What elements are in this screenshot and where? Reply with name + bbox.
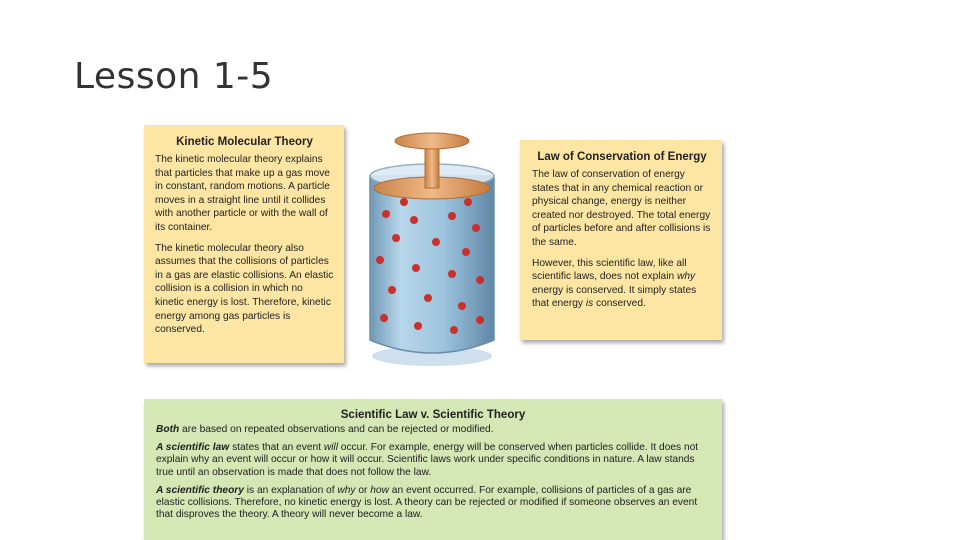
jar-body xyxy=(370,176,494,353)
law-vs-theory-title: Scientific Law v. Scientific Theory xyxy=(340,409,526,421)
kinetic-theory-paragraph-2: The kinetic molecular theory also assumes that the collisions of particles in a gas are elastic collisions. An elastic collision is a collision in which no kinetic energy is lost. Therefore, kinetic energy among gas particles is conserved. xyxy=(155,242,334,336)
conservation-p2-why: why xyxy=(676,271,696,283)
conservation-paragraph-2 xyxy=(532,257,712,311)
conservation-p2-a: However, this scientific law, like all scientific laws, does not explain xyxy=(532,257,687,283)
theory-how: how xyxy=(370,484,389,496)
kinetic-theory-card xyxy=(144,125,344,363)
law-paragraph xyxy=(156,442,710,479)
law-lead: A scientific law xyxy=(156,442,230,454)
law-vs-theory-card xyxy=(144,399,722,540)
conservation-p2-b: energy is conserved. It simply states that energy xyxy=(532,284,697,310)
kinetic-theory-paragraph-1: The kinetic molecular theory explains that particles that make up a gas move in constant, random motions. A particle moves in a straight line until it collides with another particle or with the wall of its container. xyxy=(155,154,330,233)
both-paragraph xyxy=(156,424,710,436)
gas-piston-illustration xyxy=(356,130,508,370)
theory-lead: A scientific theory xyxy=(156,484,244,496)
law-text-b: occur. For example, energy will be conserved when particles collide. It does not explain why an event will occur or how it will occur. Scientific laws work under specific conditions in nature. A law stands true until an observation is made that does not follow the law. xyxy=(156,442,699,478)
conservation-p2-is: is xyxy=(585,298,594,310)
kinetic-theory-title: Kinetic Molecular Theory xyxy=(176,136,313,148)
theory-text-c: an event occurred. For example, collisions of particles of a gas are elastic collisions. Therefore, no kinetic energy is lost. A theory can be rejected or modified if someone observes an event that disproves the theory. A theory will never become a law. xyxy=(156,484,698,521)
theory-text-a: is an explanation of xyxy=(243,484,338,496)
law-text-a: states that an event xyxy=(229,442,324,454)
law-will: will xyxy=(323,442,338,454)
conservation-card xyxy=(520,140,722,340)
conservation-paragraph-1: The law of conservation of energy states that in any chemical reaction or physical change, energy is neither created nor destroyed. The total energy of particles before and after collisions is the same. xyxy=(532,169,711,248)
theory-text-b: or xyxy=(355,484,371,496)
both-text: are based on repeated observations and can be rejected or modified. xyxy=(179,424,494,435)
piston-handle xyxy=(395,133,469,149)
theory-why: why xyxy=(337,484,356,496)
conservation-title: Law of Conservation of Energy xyxy=(537,151,707,163)
both-lead: Both xyxy=(156,424,180,435)
conservation-p2-c: conserved. xyxy=(593,298,646,310)
slide-title: Lesson 1-5 xyxy=(74,56,274,97)
theory-paragraph xyxy=(156,485,710,522)
